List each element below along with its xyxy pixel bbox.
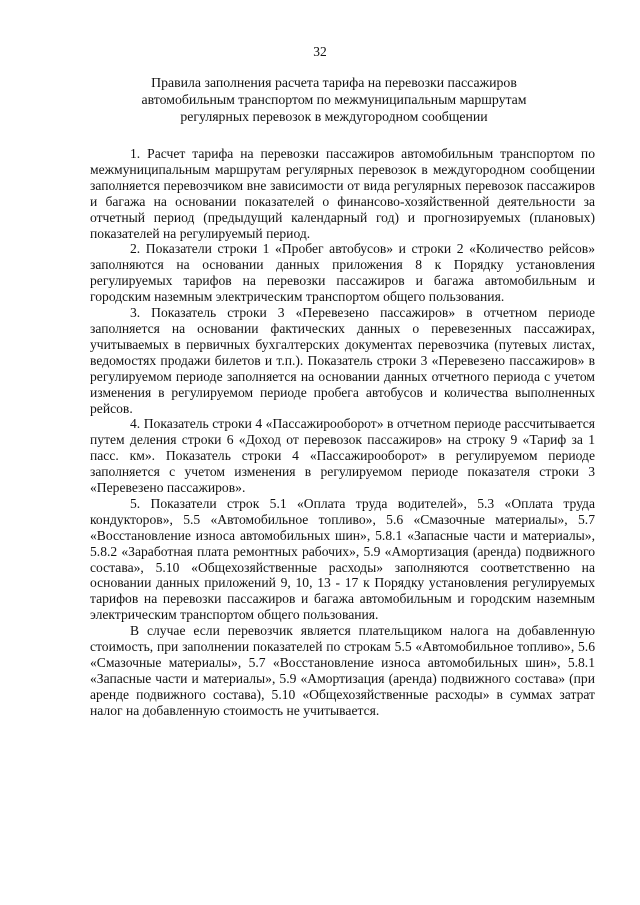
document-title (120, 74, 548, 125)
title-line-1: Правила заполнения расчета тарифа на перевозки пассажиров (151, 75, 517, 90)
title-line-3: регулярных перевозок в междугородном сообщении (180, 109, 488, 124)
paragraph-4: 4. Показатель строки 4 «Пассажирооборот» в отчетном периоде рассчитывается путем деления строки 6 «Доход от перевозок пассажиров» на строку 9 «Тариф за 1 пасс. км». Показатель строки 4 «Пассажирооборот» в регулируемом периоде заполняется с учетом изменения в регулируемом периоде показателя строки 3 «Перевезено пассажиров». (90, 416, 595, 496)
paragraph-6: В случае если перевозчик является плательщиком налога на добавленную стоимость, при заполнении показателей по строкам 5.5 «Автомобильное топливо», 5.6 «Смазочные материалы», 5.7 «Восстановление износа автомобильных шин», 5.8.1 «Запасные части и материалы», 5.9 «Амортизация (аренда) подвижного состава» (при аренде подвижного состава), 5.10 «Общехозяйственные расходы» в суммах затрат налог на добавленную стоимость не учитывается. (90, 623, 595, 718)
page-number: 32 (313, 44, 327, 59)
paragraph-3: 3. Показатель строки 3 «Перевезено пассажиров» в отчетном периоде заполняется на основании фактических данных о перевезенных пассажирах, учитываемых в первичных бухгалтерских документах перевозчика (путевых листах, ведомостях продажи билетов и т.п.). Показатель строки 3 «Перевезено пассажиров» в регулируемом периоде заполняется на основании данных отчетного периода с учетом изменения в регулируемом периоде пробега автобусов и количества выполненных рейсов. (90, 305, 595, 416)
title-line-2: автомобильным транспортом по межмуниципальным маршрутам (141, 92, 527, 107)
paragraph-2: 2. Показатели строки 1 «Пробег автобусов» и строки 2 «Количество рейсов» заполняются на основании данных приложения 8 к Порядку установления регулируемых тарифов на перевозки пассажиров и багажа автомобильным и городским наземным электрическим транспортом общего пользования. (90, 241, 595, 305)
paragraph-1: 1. Расчет тарифа на перевозки пассажиров автомобильным транспортом по межмуниципальным маршрутам регулярных перевозок в междугородном сообщении заполняется перевозчиком вне зависимости от вида регулярных перевозок пассажиров и багажа на основании показателей о финансово-хозяйственной деятельности за отчетный период (предыдущий календарный год) и прогнозируемых (плановых) показателей на регулируемый период. (90, 146, 595, 241)
paragraph-5: 5. Показатели строк 5.1 «Оплата труда водителей», 5.3 «Оплата труда кондукторов», 5.5 «Автомобильное топливо», 5.6 «Смазочные материалы», 5.7 «Восстановление износа автомобильных шин», 5.8.1 «Запасные части и материалы», 5.8.2 «Заработная плата ремонтных рабочих», 5.9 «Амортизация (аренда) подвижного состава», 5.10 «Общехозяйственные расходы» заполняются соответственно на основании данных приложений 9, 10, 13 - 17 к Порядку установления регулируемых тарифов на перевозки пассажиров и багажа автомобильным и городским наземным электрическим транспортом общего пользования. (90, 495, 595, 623)
document-body (90, 146, 595, 719)
